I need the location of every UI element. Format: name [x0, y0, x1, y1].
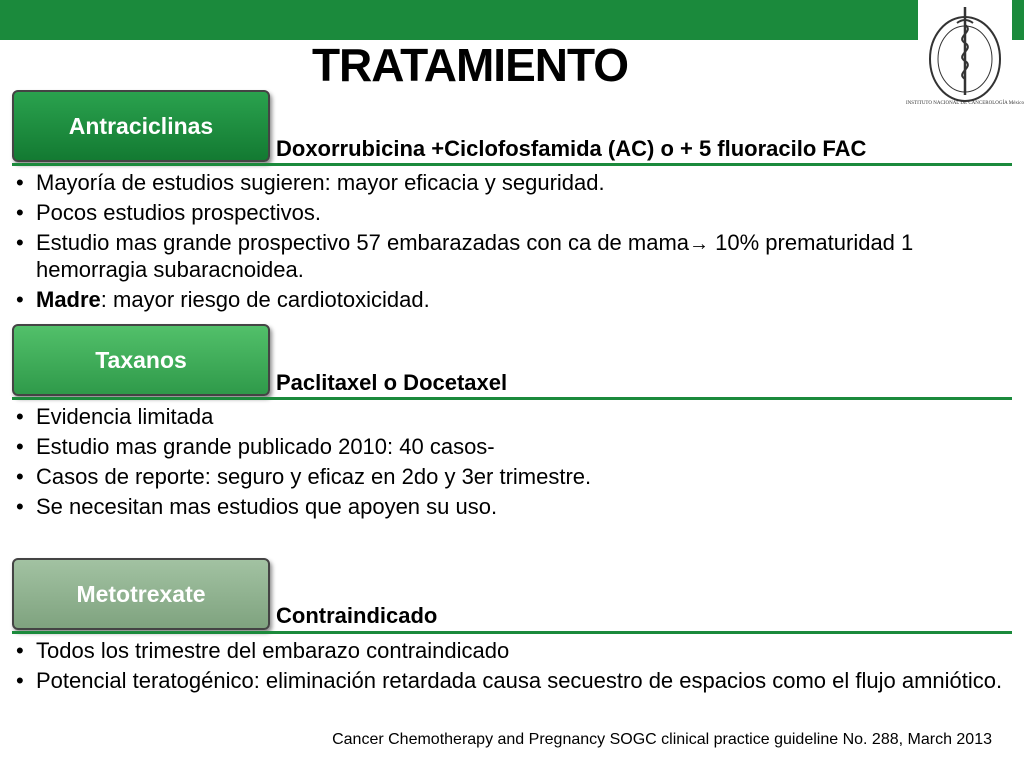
list-item: • Mayoría de estudios sugieren: mayor eficacia y seguridad.: [16, 170, 1016, 196]
badge-taxanos: Taxanos: [12, 324, 270, 396]
list-item-text: 10% prematuridad 1 hemorragia subaracnoidea.: [36, 230, 914, 282]
list-item-bold: Madre: [36, 287, 101, 312]
list-item: • Estudio mas grande publicado 2010: 40 casos-: [16, 434, 1016, 460]
list-item: • Evidencia limitada: [16, 404, 1016, 430]
subtitle-antraciclinas: Doxorrubicina +Ciclofosfamida (AC) o + 5 fluoracilo FAC: [276, 136, 867, 161]
list-item-text: Estudio mas grande prospectivo 57 embarazadas con ca de mama: [36, 230, 690, 255]
list-item: • Casos de reporte: seguro y eficaz en 2do y 3er trimestre.: [16, 464, 1016, 490]
list-item: • Potencial teratogénico: eliminación retardada causa secuestro de espacios como el flujo amniótico.: [16, 668, 1016, 694]
badge-metotrexate: Metotrexate: [12, 558, 270, 630]
top-bar: [0, 0, 1024, 40]
bullet-list-antraciclinas: [16, 170, 1016, 317]
list-item-text: : mayor riesgo de cardiotoxicidad.: [100, 287, 430, 312]
list-item: • Pocos estudios prospectivos.: [16, 200, 1016, 226]
arrow-right-icon: →: [689, 233, 710, 255]
list-item: • Se necesitan mas estudios que apoyen su uso.: [16, 494, 1016, 520]
divider-3: [12, 631, 1012, 634]
divider-1: [12, 163, 1012, 166]
list-item: [16, 230, 1016, 283]
bullet-list-metotrexate: [16, 638, 1016, 698]
list-item: • Todos los trimestre del embarazo contraindicado: [16, 638, 1016, 664]
subtitle-metotrexate: Contraindicado: [276, 603, 438, 628]
slide-title: TRATAMIENTO: [311, 39, 629, 91]
reference-citation: Cancer Chemotherapy and Pregnancy SOGC clinical practice guideline No. 288, March 2013: [332, 731, 992, 748]
subtitle-taxanos: Paclitaxel o Docetaxel: [276, 370, 508, 395]
badge-antraciclinas: Antraciclinas: [12, 90, 270, 162]
list-item: [16, 287, 1016, 313]
bullet-list-taxanos: [16, 404, 1016, 524]
divider-2: [12, 397, 1012, 400]
logo-text: INSTITUTO NACIONAL DE CANCEROLOGÍA México: [905, 101, 1024, 106]
